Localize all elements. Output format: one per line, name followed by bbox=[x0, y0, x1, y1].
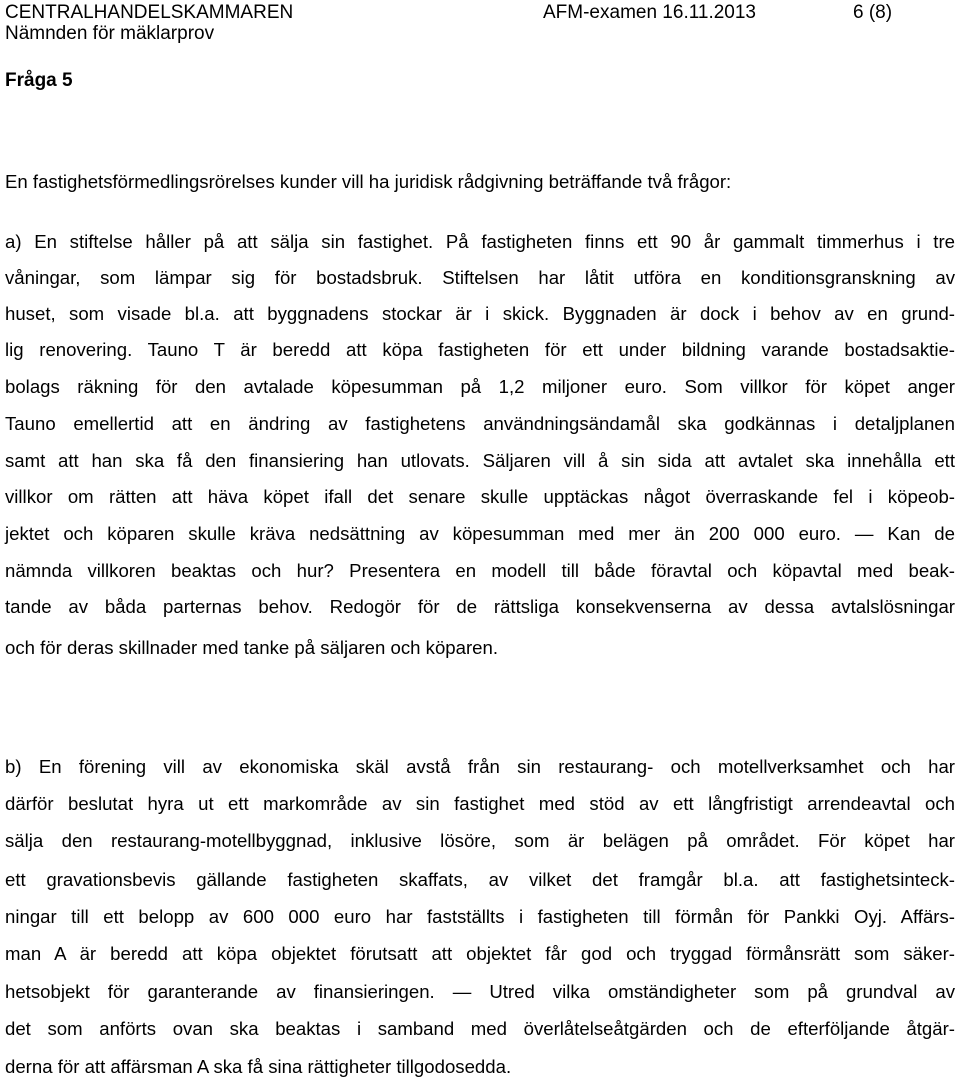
question-title: Fråga 5 bbox=[5, 70, 73, 91]
text-line: samt att han ska få den finansiering han utlovats. Säljaren vill å sin sida att avtalet ska innehålla ett bbox=[5, 450, 955, 471]
text-line: b) En förening vill av ekonomiska skäl avstå från sin restaurang- och motellverksamhet och har bbox=[5, 756, 955, 777]
text-line: därför beslutat hyra ut ett markområde av sin fastighet med stöd av ett långfristigt arrendeavtal och bbox=[5, 793, 955, 814]
text-line: nämnda villkoren beaktas och hur? Presentera en modell till både föravtal och köpavtal med beak- bbox=[5, 560, 955, 581]
text-line: huset, som visade bl.a. att byggnadens stockar är i skick. Byggnaden är dock i behov av en grund- bbox=[5, 303, 955, 324]
text-line: ett gravationsbevis gällande fastigheten skaffats, av vilket det framgår bl.a. att fastighetsinteck- bbox=[5, 869, 955, 890]
text-line: det som anförts ovan ska beaktas i samband med överlåtelseåtgärden och de efterföljande åtgär- bbox=[5, 1018, 955, 1039]
text-line: derna för att affärsman A ska få sina rättigheter tillgodosedda. bbox=[5, 1056, 512, 1077]
text-line: ningar till ett belopp av 600 000 euro har fastställts i fastigheten till förmån för Pankki Oyj. Affärs- bbox=[5, 906, 955, 927]
text-line: jektet och köparen skulle kräva nedsättning av köpesumman med mer än 200 000 euro. — Kan de bbox=[5, 523, 955, 544]
text-line: och för deras skillnader med tanke på säljaren och köparen. bbox=[5, 637, 499, 658]
board-name: Nämnden för mäklarprov bbox=[5, 23, 215, 44]
text-line: Tauno emellertid att en ändring av fastighetens användningsändamål ska godkännas i detaljplanen bbox=[5, 413, 955, 434]
text-line: sälja den restaurang-motellbyggnad, inklusive lösöre, som är belägen på området. För köpet har bbox=[5, 830, 955, 851]
text-line: man A är beredd att köpa objektet förutsatt att objektet får god och tryggad förmånsrätt som säker- bbox=[5, 943, 955, 964]
text-line: lig renovering. Tauno T är beredd att köpa fastigheten för ett under bildning varande bostadsaktie- bbox=[5, 339, 955, 360]
text-line: bolags räkning för den avtalade köpesumman på 1,2 miljoner euro. Som villkor för köpet anger bbox=[5, 376, 955, 397]
text-line: tande av båda parternas behov. Redogör för de rättsliga konsekvenserna av dessa avtalslösningar bbox=[5, 596, 955, 617]
page-number: 6 (8) bbox=[853, 2, 893, 23]
text-line: våningar, som lämpar sig för bostadsbruk. Stiftelsen har låtit utföra en konditionsgranskning av bbox=[5, 267, 955, 288]
organization-name: CENTRALHANDELSKAMMAREN bbox=[5, 2, 294, 23]
text-line: villkor om rätten att häva köpet ifall det senare skulle upptäckas något överraskande fel i köpeob- bbox=[5, 486, 955, 507]
exam-title: AFM-examen 16.11.2013 bbox=[543, 2, 756, 23]
text-line: hetsobjekt för garanterande av finansieringen. — Utred vilka omständigheter som på grundval av bbox=[5, 981, 955, 1002]
intro-text: En fastighetsförmedlingsrörelses kunder vill ha juridisk rådgivning beträffande två frågor: bbox=[5, 171, 732, 192]
text-line: a) En stiftelse håller på att sälja sin fastighet. På fastigheten finns ett 90 år gammalt timmerhus i tre bbox=[5, 231, 955, 252]
